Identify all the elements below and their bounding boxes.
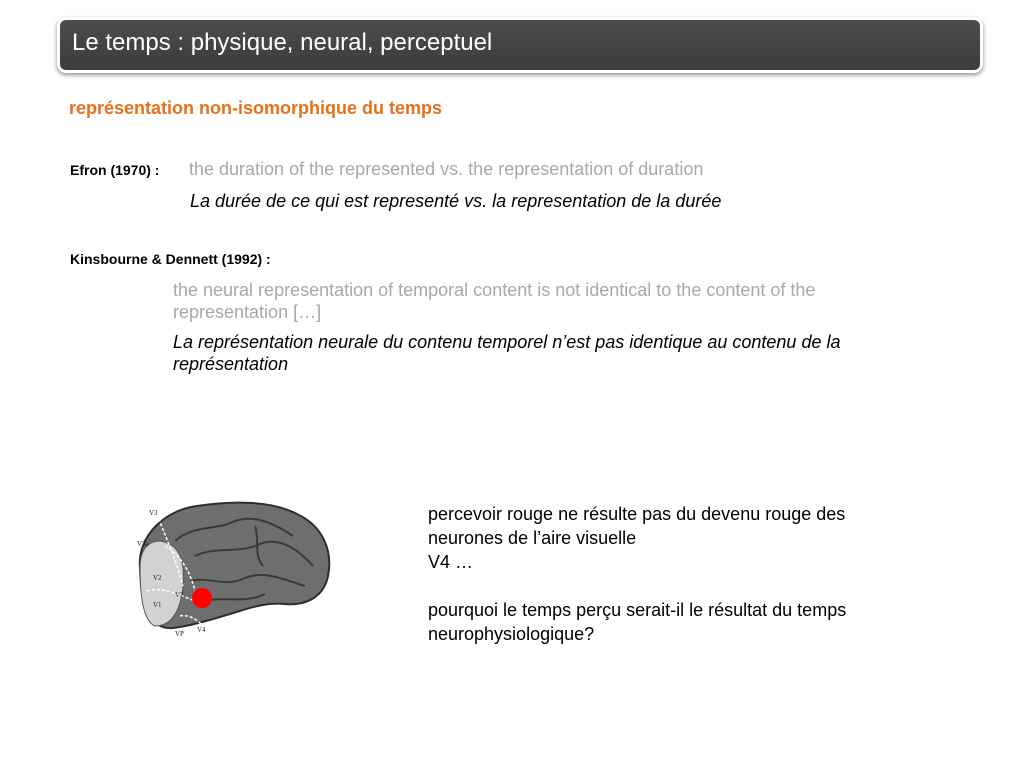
perceived-time-question: pourquoi le temps perçu serait-il le résultat du temps neurophysiologique? [428,600,847,644]
area-label-v2-upper: V2 [153,574,162,582]
slide-title: Le temps : physique, neural, perceptuel [60,20,980,70]
title-bar [57,17,983,73]
efron-french-translation: La durée de ce qui est representé vs. la representation de la durée [190,191,722,211]
area-label-v3: V3 [149,509,158,517]
kinsbourne-english-quote: the neural representation of temporal content is not identical to the content of the representation […] [173,280,816,322]
area-label-v3a: V3a [137,540,149,548]
area-label-v2-lower: V2 [175,591,184,599]
area-label-v4: V4 [197,626,206,634]
area-label-v1: V1 [153,601,162,609]
kinsbourne-french-translation: La représentation neurale du contenu temporel n’est pas identique au contenu de la représentation [173,332,841,374]
v4-red-marker [192,588,212,608]
efron-citation: Efron (1970) : [70,162,160,178]
brain-visual-areas-figure [135,496,335,641]
v4-note: V4 … [428,552,474,572]
efron-english-quote: the duration of the represented vs. the representation of duration [189,159,704,179]
right-text-block [428,502,868,646]
kinsbourne-citation: Kinsbourne & Dennett (1992) : [70,251,271,267]
area-label-vp: VP [175,630,184,638]
slide-subtitle: représentation non-isomorphique du temps [69,98,443,118]
perception-red-statement: percevoir rouge ne résulte pas du devenu rouge des neurones de l’aire visuelle [428,504,846,548]
